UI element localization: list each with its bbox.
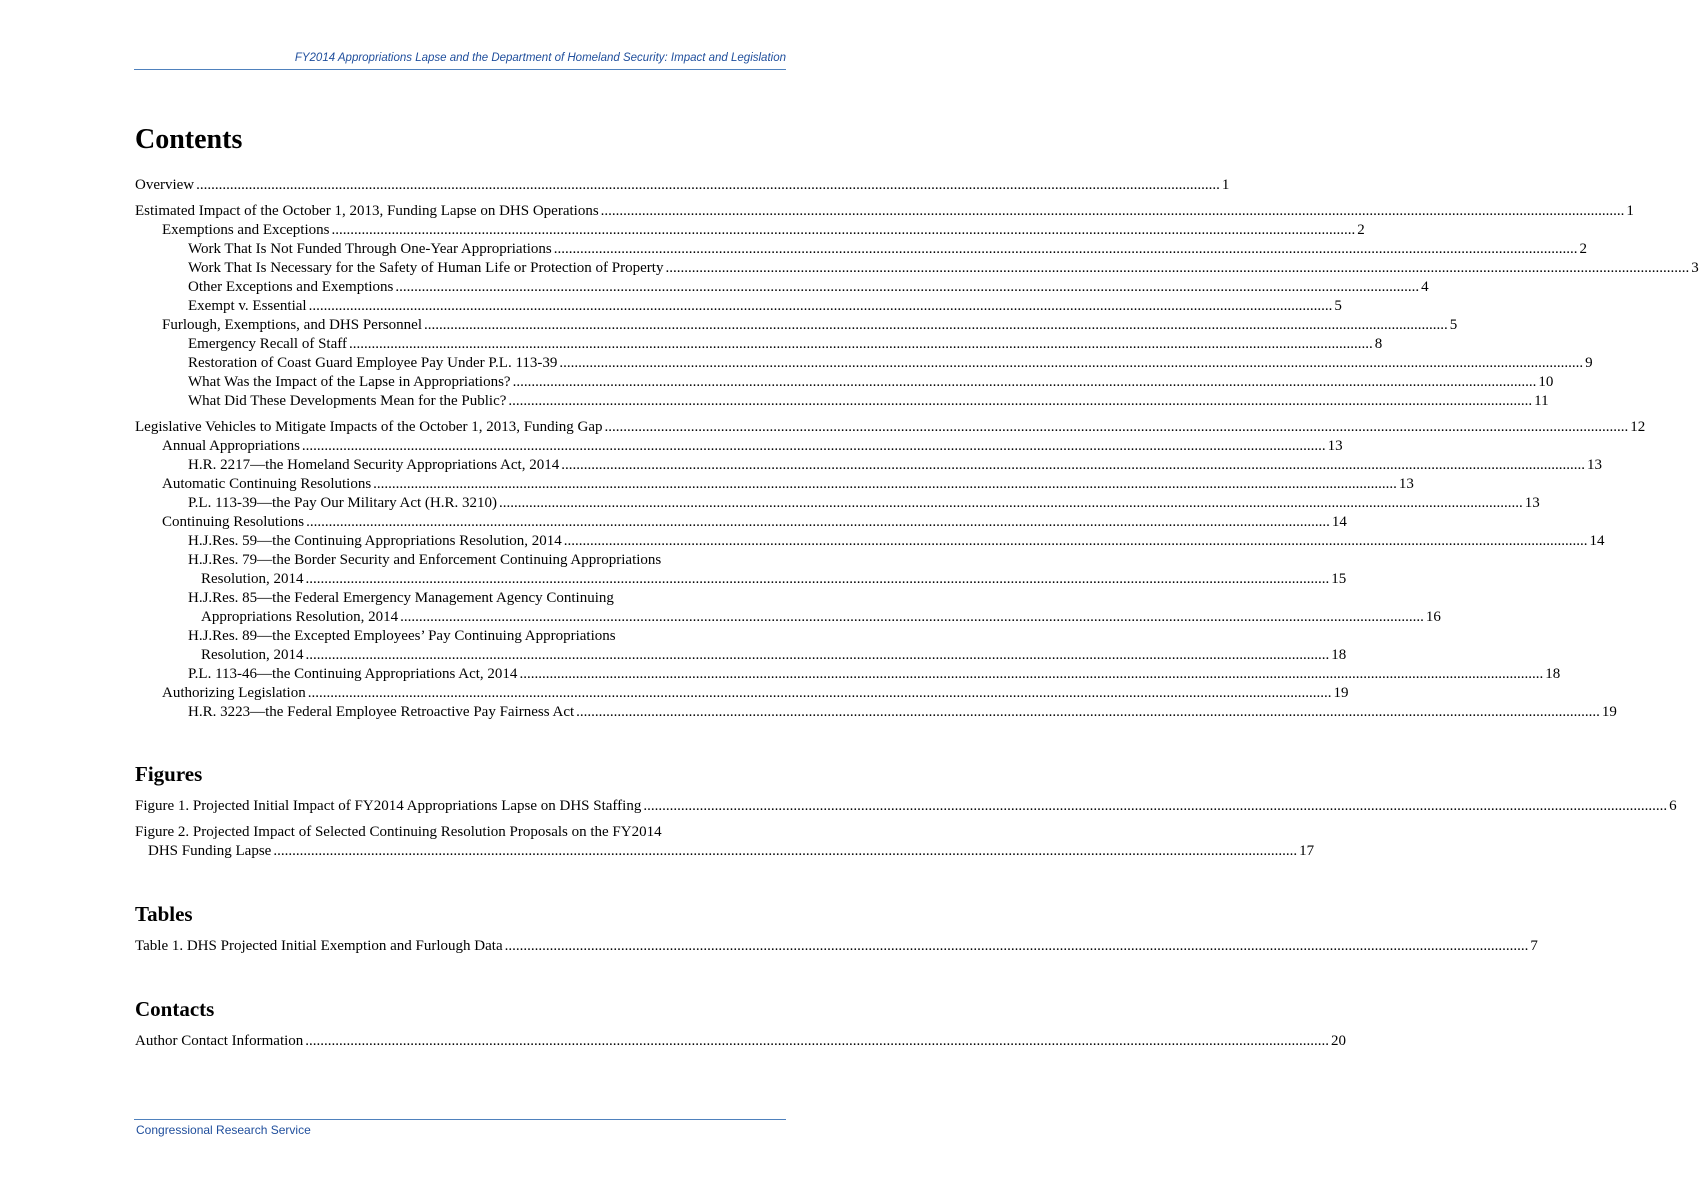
toc-page-number: 7: [1530, 938, 1538, 954]
dot-leader: [561, 456, 1585, 475]
toc-page-number: 18: [1545, 666, 1561, 682]
dot-leader: [306, 570, 1330, 589]
dot-leader: [499, 494, 1523, 513]
toc-entry[interactable]: [135, 335, 1383, 354]
toc-entry[interactable]: [135, 373, 1554, 392]
toc-entry-title: Resolution, 2014: [201, 647, 304, 663]
toc-page-number: 3: [1691, 260, 1699, 276]
toc-entry-title: Figure 2. Projected Impact of Selected Continuing Resolution Proposals on the FY2014: [135, 824, 662, 840]
toc-entry-title: Exemptions and Exceptions: [162, 222, 330, 238]
dot-leader: [306, 646, 1330, 665]
toc-entry-title: Exempt v. Essential: [188, 298, 307, 314]
toc-entry[interactable]: [135, 1032, 1347, 1051]
toc-entry[interactable]: [135, 823, 1315, 861]
toc-entry[interactable]: [135, 221, 1365, 240]
contents-title: Contents: [135, 124, 243, 155]
figures-section: [135, 760, 1677, 861]
toc-page-number: 13: [1524, 495, 1540, 511]
toc-entry[interactable]: [135, 703, 1617, 722]
toc-entry-title: Legislative Vehicles to Mitigate Impacts of the October 1, 2013, Funding Gap: [135, 419, 603, 435]
toc-page-number: 19: [1333, 685, 1349, 701]
toc-page-number: 20: [1331, 1033, 1347, 1049]
toc-entry-title: What Was the Impact of the Lapse in Appropriations?: [188, 374, 511, 390]
toc-page-number: 14: [1331, 514, 1347, 530]
toc-entry[interactable]: [135, 259, 1699, 278]
dot-leader: [305, 1032, 1329, 1051]
toc-page-number: 15: [1331, 571, 1347, 587]
toc-entry-title: Author Contact Information: [135, 1033, 304, 1049]
toc-page-number: 2: [1579, 241, 1588, 257]
toc-page-number: 8: [1374, 336, 1383, 352]
dot-leader: [331, 221, 1355, 240]
running-header: FY2014 Appropriations Lapse and the Department of Homeland Security: Impact and Legislation: [294, 52, 786, 64]
toc-page-number: 2: [1357, 222, 1365, 238]
tables-heading: Tables: [135, 902, 193, 926]
toc-entry-title: P.L. 113-39—the Pay Our Military Act (H.R. 3210): [188, 495, 498, 511]
toc-page-number: 6: [1669, 798, 1677, 814]
toc-entry[interactable]: [135, 418, 1646, 437]
dot-leader: [306, 513, 1330, 532]
toc-page-number: 9: [1585, 355, 1593, 371]
toc-entry-title: Table 1. DHS Projected Initial Exemption and Furlough Data: [135, 938, 503, 954]
toc-page-number: 11: [1534, 393, 1549, 409]
figures-heading: Figures: [135, 762, 203, 786]
toc-page-number: 5: [1334, 298, 1342, 314]
toc-entry-title: Emergency Recall of Staff: [188, 336, 347, 352]
dot-leader: [349, 335, 1373, 354]
toc-page-number: 10: [1538, 374, 1554, 390]
toc-entry-title: What Did These Developments Mean for the Public?: [188, 393, 507, 409]
toc-entry[interactable]: [135, 475, 1414, 494]
dot-leader: [508, 392, 1532, 411]
dot-leader: [605, 418, 1629, 437]
header-rule: [134, 69, 786, 70]
toc-page-number: 13: [1398, 476, 1414, 492]
toc-page-number: 14: [1589, 533, 1605, 549]
dot-leader: [308, 684, 1332, 703]
contacts-section: [135, 995, 1347, 1051]
toc-entry-title: P.L. 113-46—the Continuing Appropriations Act, 2014: [188, 666, 518, 682]
toc-page-number: 19: [1601, 704, 1617, 720]
toc-entry-title: H.R. 3223—the Federal Employee Retroactive Pay Fairness Act: [188, 704, 575, 720]
toc-entry-title: Appropriations Resolution, 2014: [201, 609, 399, 625]
contents-section: [135, 176, 1699, 722]
toc-entry[interactable]: [135, 494, 1540, 513]
toc-entry[interactable]: [135, 316, 1458, 335]
dot-leader: [309, 297, 1333, 316]
toc-entry[interactable]: [135, 437, 1343, 456]
toc-entry-title: H.R. 2217—the Homeland Security Appropriations Act, 2014: [188, 457, 560, 473]
dot-leader: [665, 259, 1689, 278]
dot-leader: [559, 354, 1583, 373]
toc-page-number: 1: [1626, 203, 1634, 219]
toc-entry-title: Overview: [135, 177, 195, 193]
toc-page-number: 18: [1331, 647, 1347, 663]
toc-entry-title: Restoration of Coast Guard Employee Pay Under P.L. 113-39: [188, 355, 558, 371]
toc-entry-title: Resolution, 2014: [201, 571, 304, 587]
footer-rule: [134, 1119, 786, 1120]
dot-leader: [513, 373, 1537, 392]
toc-entry[interactable]: [135, 202, 1634, 221]
toc-entry[interactable]: [135, 797, 1677, 816]
toc-page-number: 13: [1586, 457, 1602, 473]
toc-entry-title: DHS Funding Lapse: [148, 843, 272, 859]
toc-entry[interactable]: [135, 392, 1549, 411]
toc-entry[interactable]: [135, 278, 1429, 297]
dot-leader: [564, 532, 1588, 551]
toc-entry-title: Continuing Resolutions: [162, 514, 305, 530]
toc-page-number: 5: [1449, 317, 1458, 333]
dot-leader: [519, 665, 1543, 684]
toc-entry-title: Work That Is Not Funded Through One-Year Appropriations: [188, 241, 552, 257]
toc-entry-title: Furlough, Exemptions, and DHS Personnel: [162, 317, 422, 333]
toc-entry-title: Estimated Impact of the October 1, 2013, Funding Lapse on DHS Operations: [135, 203, 599, 219]
toc: [135, 176, 1699, 1051]
dot-leader: [424, 316, 1448, 335]
toc-entry[interactable]: [135, 354, 1593, 373]
toc-page-number: 1: [1221, 177, 1230, 193]
dot-leader: [196, 176, 1220, 195]
dot-leader: [643, 797, 1667, 816]
toc-entry-title: Annual Appropriations: [162, 438, 300, 454]
toc-entry[interactable]: [135, 297, 1342, 316]
toc-page-number: 16: [1425, 609, 1441, 625]
toc-entry-title: Authorizing Legislation: [162, 685, 306, 701]
toc-entry-title: Other Exceptions and Exemptions: [188, 279, 394, 295]
toc-entry[interactable]: [135, 627, 1347, 665]
toc-page-number: 13: [1327, 438, 1343, 454]
dot-leader: [601, 202, 1625, 221]
dot-leader: [302, 437, 1326, 456]
toc-entry-title: Figure 1. Projected Initial Impact of FY2014 Appropriations Lapse on DHS Staffing: [135, 798, 642, 814]
toc-entry[interactable]: [135, 937, 1538, 956]
dot-leader: [576, 703, 1600, 722]
toc-entry-title: Work That Is Necessary for the Safety of Human Life or Protection of Property: [188, 260, 664, 276]
dot-leader: [273, 842, 1297, 861]
toc-page-number: 12: [1630, 419, 1646, 435]
toc-entry-title: H.J.Res. 89—the Excepted Employees’ Pay Continuing Appropriations: [188, 628, 616, 644]
toc-entry[interactable]: [135, 513, 1347, 532]
toc-page-number: 17: [1299, 843, 1315, 859]
toc-entry-title: H.J.Res. 79—the Border Security and Enforcement Continuing Appropriations: [188, 552, 662, 568]
toc-entry-title: H.J.Res. 85—the Federal Emergency Management Agency Continuing: [188, 590, 614, 606]
dot-leader: [505, 937, 1529, 956]
toc-entry-title: H.J.Res. 59—the Continuing Appropriations Resolution, 2014: [188, 533, 562, 549]
dot-leader: [554, 240, 1578, 259]
dot-leader: [373, 475, 1397, 494]
toc-entry[interactable]: [135, 240, 1588, 259]
toc-entry[interactable]: [135, 551, 1347, 589]
footer-text: Congressional Research Service: [136, 1123, 311, 1137]
toc-entry[interactable]: [135, 684, 1349, 703]
toc-entry[interactable]: [135, 456, 1602, 475]
toc-entry[interactable]: [135, 589, 1441, 627]
dot-leader: [395, 278, 1419, 297]
toc-entry-title: Automatic Continuing Resolutions: [162, 476, 372, 492]
toc-entry[interactable]: [135, 176, 1230, 195]
toc-page-number: 4: [1421, 279, 1429, 295]
contacts-heading: Contacts: [135, 997, 215, 1021]
toc-entry[interactable]: [135, 665, 1561, 684]
tables-section: [135, 900, 1538, 956]
toc-entry[interactable]: [135, 532, 1605, 551]
dot-leader: [400, 608, 1424, 627]
